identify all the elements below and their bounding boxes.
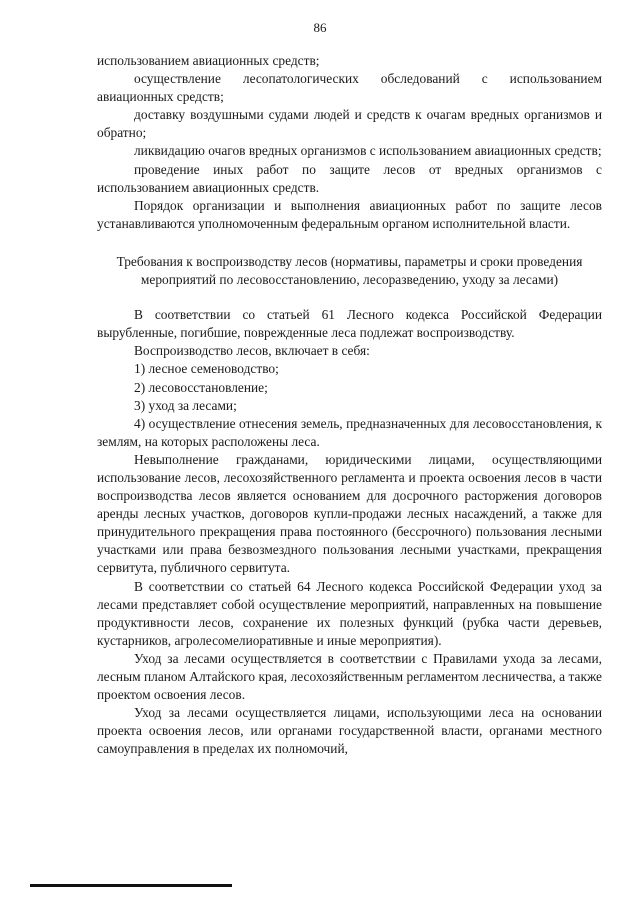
paragraph: ликвидацию очагов вредных организмов с использованием авиационных средств; bbox=[134, 143, 602, 159]
list-item: 1) лесное семеноводство; bbox=[134, 361, 279, 377]
paragraph: Воспроизводство лесов, включает в себя: bbox=[134, 343, 370, 359]
paragraph: осуществление лесопатологических обследований с использованием авиационных средств; bbox=[97, 71, 602, 105]
paragraph: В соответствии со статьей 64 Лесного кодекса Российской Федерации уход за лесами представляет собой осуществление мероприятий, направленных на повышение продуктивности лесов, сохранение их полезных функций (рубка части деревьев, кустарников, агролесомелиоративные и иные мероприятия). bbox=[97, 578, 602, 648]
list-item: 4) осуществление отнесения земель, предназначенных для лесовосстановления, к землям, на которых расположены леса. bbox=[97, 415, 602, 449]
page-number: 86 bbox=[313, 20, 327, 35]
list-item: 2) лесовосстановление; bbox=[134, 379, 268, 395]
footer-divider bbox=[30, 884, 232, 887]
list-item: 3) уход за лесами; bbox=[134, 397, 237, 413]
document-body bbox=[97, 52, 602, 758]
paragraph: Невыполнение гражданами, юридическими лицами, осуществляющими использование лесов, лесохозяйственного регламента и проекта освоения лесов в части воспроизводства лесов является основанием для досрочного расторжения договоров аренды лесных участков, договоров купли-продажи лесных насаждений, а также для принудительного прекращения права постоянного (бессрочного) пользования лесными участками или права безвозмездного пользования лесными участками, прекращения сервитута, публичного сервитута. bbox=[97, 451, 602, 576]
paragraph: доставку воздушными судами людей и средств к очагам вредных организмов и обратно; bbox=[97, 107, 602, 141]
paragraph: Уход за лесами осуществляется в соответствии с Правилами ухода за лесами, лесным планом Алтайского края, лесохозяйственным регламентом лесничества, а также проектом освоения лесов. bbox=[97, 650, 602, 703]
paragraph: Уход за лесами осуществляется лицами, использующими леса на основании проекта освоения лесов, или органами государственной власти, органами местного самоуправления в пределах их полномочий, bbox=[97, 705, 602, 757]
section-heading: Требования к воспроизводству лесов (нормативы, параметры и сроки проведения мероприятий по лесовосстановлению, лесоразведению, уходу за лесами) bbox=[116, 253, 583, 288]
paragraph: использованием авиационных средств; bbox=[97, 53, 320, 68]
paragraph: Порядок организации и выполнения авиационных работ по защите лесов устанавливаются уполномоченным федеральным органом исполнительной власти. bbox=[97, 197, 602, 231]
paragraph: В соответствии со статьей 61 Лесного кодекса Российской Федерации вырубленные, погибшие, поврежденные леса подлежат воспроизводству. bbox=[97, 307, 602, 341]
paragraph: проведение иных работ по защите лесов от вредных организмов с использованием авиационных средств. bbox=[97, 161, 602, 195]
